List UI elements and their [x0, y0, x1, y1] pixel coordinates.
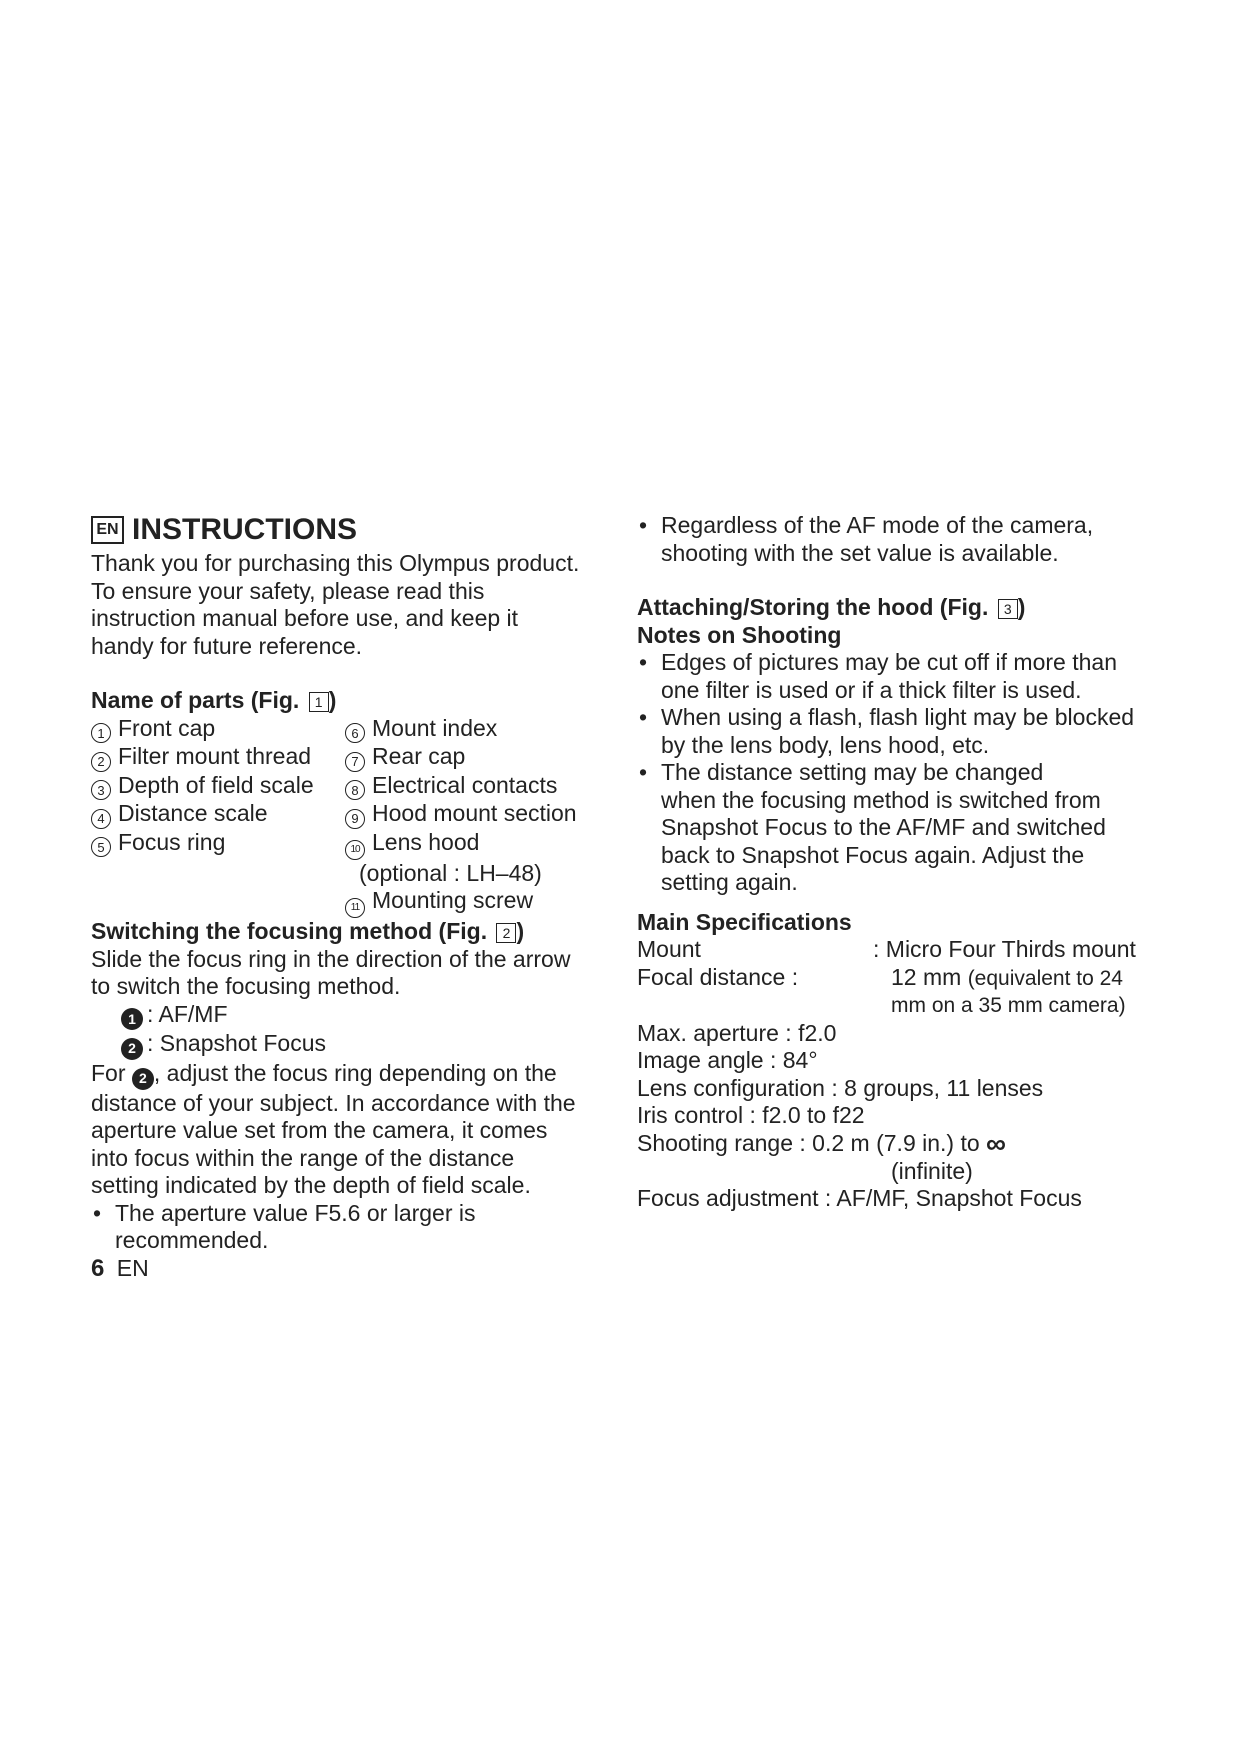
- aperture-bullet: • The aperture value F5.6 or larger is recommended.: [93, 1199, 476, 1254]
- bullet-icon: •: [639, 704, 648, 730]
- title-text: INSTRUCTIONS: [132, 513, 357, 546]
- parts-heading: Name of parts (Fig. 1 ): [91, 687, 337, 713]
- spec-infinite: (infinite): [891, 1157, 973, 1184]
- parts-list: [91, 715, 601, 919]
- left-column: [91, 512, 601, 1282]
- para-line: setting indicated by the depth of field scale.: [91, 1172, 531, 1199]
- hood-option-note: (optional : LH–48): [359, 859, 542, 886]
- mode-item: 1 : AF/MF: [91, 1001, 601, 1031]
- intro-line: Thank you for purchasing this Olympus product.: [91, 550, 580, 576]
- part-item: 1 Front cap: [91, 715, 345, 744]
- page-number: 6: [91, 1254, 105, 1282]
- mode-item: 2 : Snapshot Focus: [91, 1030, 601, 1060]
- af-mode-bullet: • Regardless of the AF mode of the camera, shooting with the set value is available.: [639, 512, 1094, 566]
- fig-3-icon: 3: [998, 599, 1018, 619]
- intro-line: handy for future reference.: [91, 632, 363, 659]
- bullet-icon: •: [93, 1199, 102, 1226]
- bullet-icon: •: [639, 649, 648, 675]
- number-2-icon: 2: [132, 1068, 154, 1090]
- spec-focus-adjust: Focus adjustment : AF/MF, Snapshot Focus: [637, 1185, 1082, 1211]
- intro-line: instruction manual before use, and keep it: [91, 605, 519, 631]
- part-item: 6 Mount index: [345, 715, 595, 744]
- hood-heading: Attaching/Storing the hood (Fig. 3 ): [637, 594, 1026, 620]
- note-bullet: • When using a flash, flash light may be blocked by the lens body, lens hood, etc.: [639, 704, 1135, 758]
- part-item: 3 Depth of field scale: [91, 772, 345, 801]
- spec-focal-note: mm on a 35 mm camera): [891, 994, 1126, 1017]
- switching-heading: Switching the focusing method (Fig. 2 ): [91, 918, 525, 944]
- spec-mount: Mount : Micro Four Thirds mount: [637, 936, 1136, 962]
- part-item: 4 Distance scale: [91, 800, 345, 829]
- spec-iris: Iris control : f2.0 to f22: [637, 1102, 865, 1128]
- number-2-icon: 2: [121, 1038, 143, 1060]
- fig-2-icon: 2: [496, 923, 516, 943]
- page-title: [91, 512, 601, 548]
- footer-lang: EN: [116, 1254, 149, 1281]
- bullet-icon: •: [639, 759, 648, 785]
- part-item: 8 Electrical contacts: [345, 772, 595, 801]
- bullet-icon: •: [639, 512, 648, 538]
- specs-heading: Main Specifications: [637, 908, 852, 935]
- part-item: 2 Filter mount thread: [91, 743, 345, 772]
- en-language-icon: EN: [91, 516, 124, 544]
- para-line: distance of your subject. In accordance with the: [91, 1089, 576, 1116]
- note-bullet: • Edges of pictures may be cut off if more than one filter is used or if a thick filter is used.: [639, 649, 1117, 703]
- switching-line: to switch the focusing method.: [91, 973, 401, 999]
- para-line: into focus within the range of the distance: [91, 1144, 515, 1171]
- for-line: For 2 , adjust the focus ring depending on the: [91, 1060, 601, 1090]
- spec-lens-config: Lens configuration : 8 groups, 11 lenses: [637, 1074, 1044, 1101]
- fig-1-icon: 1: [309, 692, 329, 712]
- part-item: 11 Mounting screw: [345, 887, 595, 918]
- spec-shooting-range: Shooting range : 0.2 m (7.9 in.) to ∞: [637, 1127, 1007, 1159]
- part-item: 9 Hood mount section: [345, 800, 595, 829]
- part-item: 10 Lens hood: [345, 829, 595, 860]
- notes-heading: Notes on Shooting: [637, 621, 842, 648]
- number-1-icon: 1: [121, 1008, 143, 1030]
- switching-line: Slide the focus ring in the direction of the arrow: [91, 945, 571, 972]
- spec-image-angle: Image angle : 84°: [637, 1047, 818, 1073]
- part-item: 7 Rear cap: [345, 743, 595, 772]
- para-line: aperture value set from the camera, it comes: [91, 1117, 548, 1144]
- intro-line: To ensure your safety, please read this: [91, 577, 485, 604]
- page-footer: [91, 1255, 601, 1283]
- part-item: 5 Focus ring: [91, 829, 345, 860]
- note-bullet: • The distance setting may be changed when the focusing method is switched from Snapshot Focus to the AF/MF and switched back to Snapshot Focus again. Adjust the setting again.: [639, 759, 1106, 895]
- spec-max-aperture: Max. aperture : f2.0: [637, 1019, 837, 1046]
- spec-focal-distance: Focal distance : 12 mm (equivalent to 24: [637, 963, 1123, 990]
- right-column: [637, 512, 1157, 1213]
- infinity-icon: ∞: [986, 1127, 1007, 1159]
